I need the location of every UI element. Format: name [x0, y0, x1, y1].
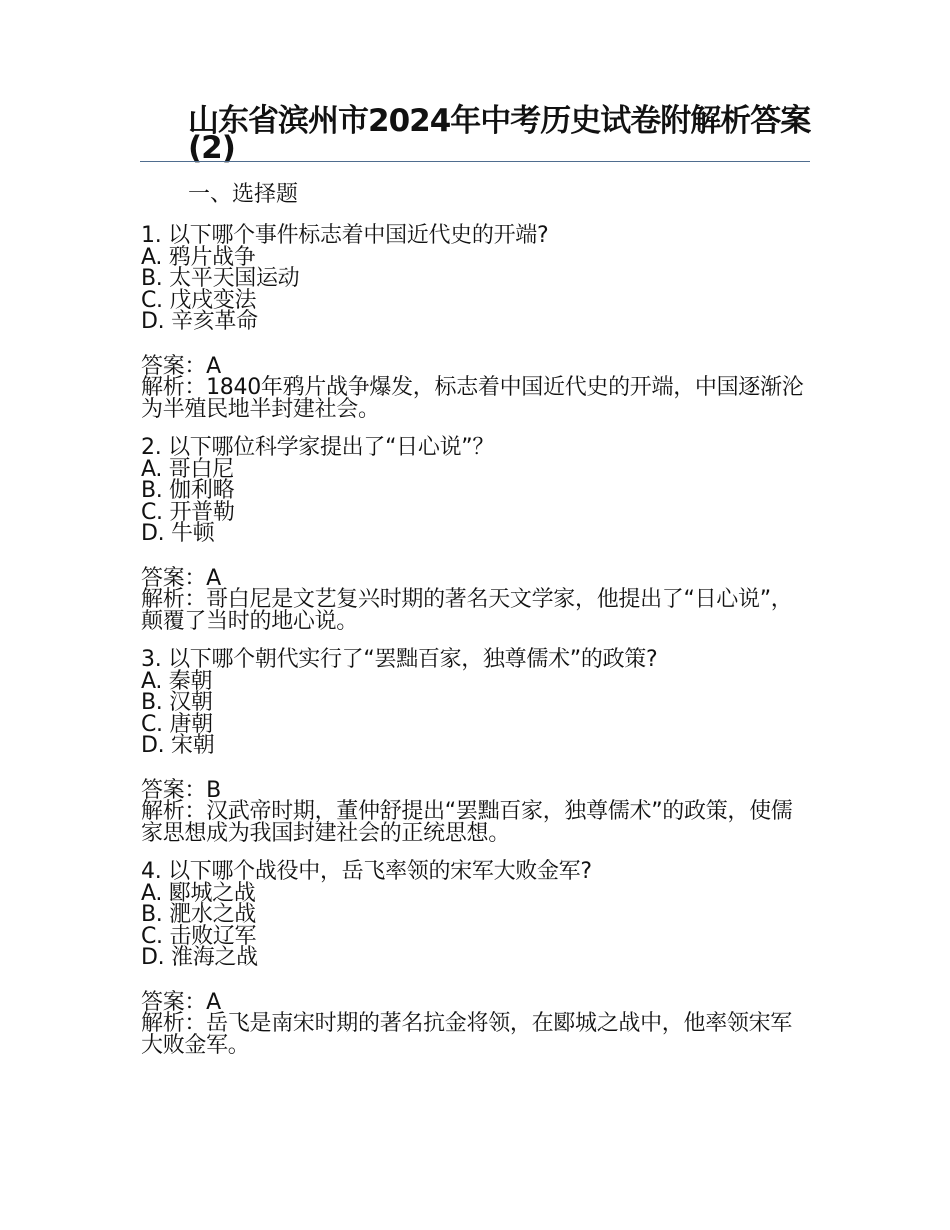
option-c: C. 击败辽军	[141, 923, 257, 949]
analysis: 解析：岳飞是南宋时期的著名抗金将领，在郾城之战中，他率领宋军大败金军。	[141, 1011, 793, 1058]
section-heading: 一、选择题	[188, 182, 299, 207]
spacer	[141, 757, 811, 780]
option-b: B. 汉朝	[141, 690, 213, 715]
spacer	[141, 333, 811, 356]
question-4	[141, 861, 811, 1056]
option-c: C. 开普勒	[141, 499, 235, 525]
spacer	[141, 545, 811, 568]
answer: 答案：A	[141, 353, 221, 379]
analysis: 解析：1840年鸦片战争爆发，标志着中国近代史的开端，中国逐渐沦为半殖民地半封建社会。	[141, 375, 804, 422]
option-b: B. 伽利略	[141, 478, 235, 503]
question-1	[141, 225, 811, 420]
analysis: 解析：汉武帝时期，董仲舒提出“罢黜百家，独尊儒术”的政策，使儒家思想成为我国封建社会的正统思想。	[141, 799, 793, 846]
question-stem: 3. 以下哪个朝代实行了“罢黜百家，独尊儒术”的政策?	[141, 647, 658, 672]
question-stem: 1. 以下哪个事件标志着中国近代史的开端?	[141, 223, 549, 248]
question-3	[141, 649, 811, 844]
option-d: D. 宋朝	[141, 733, 215, 758]
question-stem: 2. 以下哪位科学家提出了“日心说”？	[141, 435, 495, 460]
option-b: B. 淝水之战	[141, 902, 256, 927]
analysis: 解析：哥白尼是文艺复兴时期的著名天文学家，他提出了“日心说”，颠覆了当时的地心说。	[141, 587, 793, 634]
answer: 答案：A	[141, 565, 221, 591]
option-d: D. 淮海之战	[141, 945, 258, 970]
answer: 答案：B	[141, 777, 221, 803]
answer: 答案：A	[141, 989, 221, 1015]
option-d: D. 辛亥革命	[141, 309, 258, 334]
title-underline	[140, 161, 810, 162]
option-a: A. 秦朝	[141, 668, 213, 694]
option-c: C. 戊戌变法	[141, 287, 257, 313]
option-c: C. 唐朝	[141, 711, 213, 737]
option-a: A. 郾城之战	[141, 880, 256, 906]
option-a: A. 哥白尼	[141, 456, 234, 482]
option-b: B. 太平天国运动	[141, 266, 300, 291]
question-stem: 4. 以下哪个战役中，岳飞率领的宋军大败金军?	[141, 859, 592, 884]
question-2	[141, 437, 811, 632]
document-title: 山东省滨州市2024年中考历史试卷附解析答案(2)	[188, 103, 811, 166]
option-d: D. 牛顿	[141, 521, 215, 546]
question-list	[141, 225, 811, 1073]
option-a: A. 鸦片战争	[141, 244, 256, 270]
spacer	[141, 969, 811, 992]
